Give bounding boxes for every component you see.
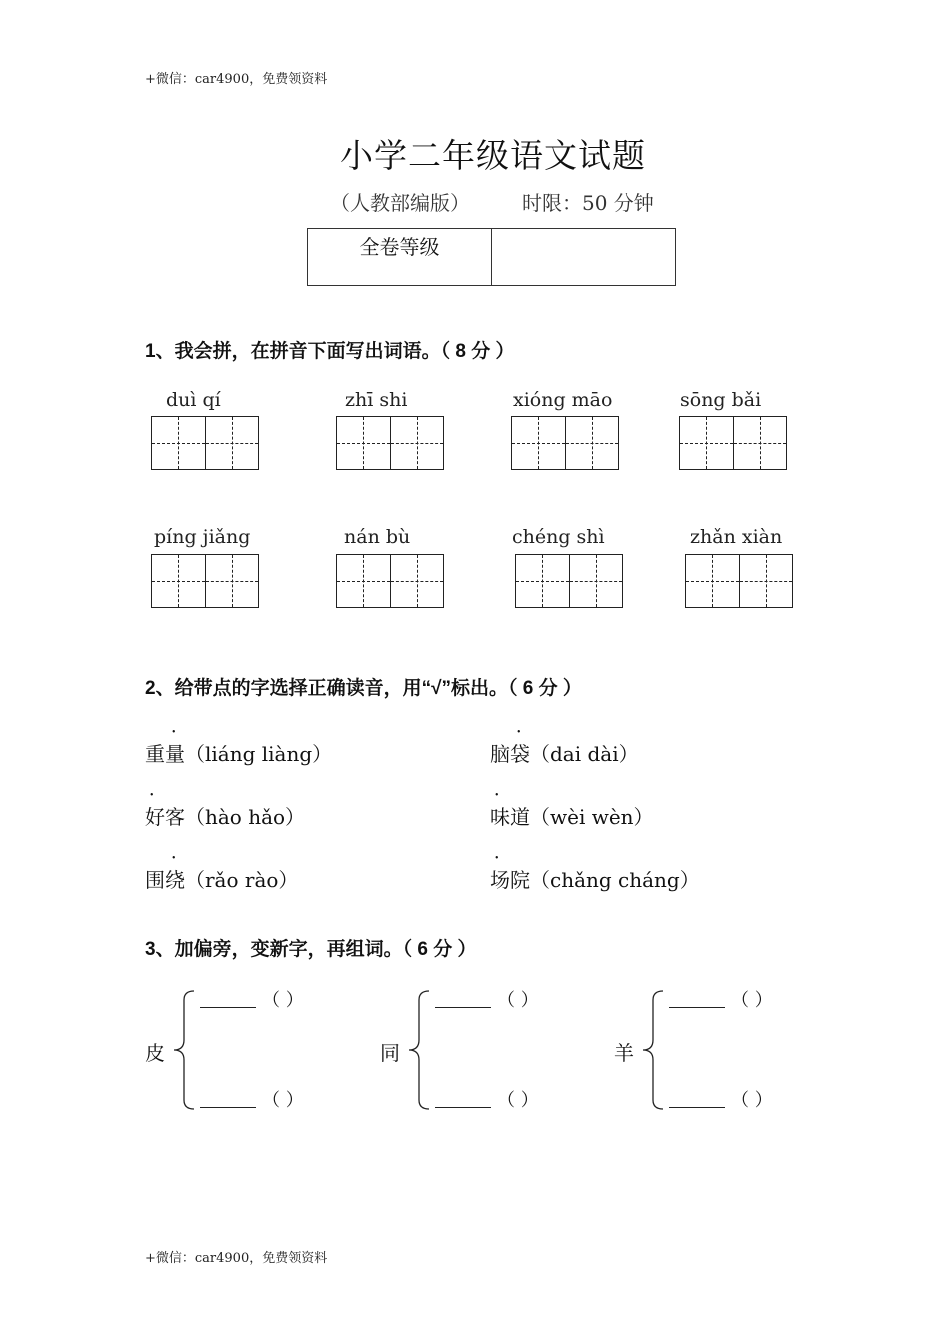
q1-pinyin-1: duì qí	[166, 389, 221, 411]
edition-label: （人教部编版）	[330, 191, 470, 215]
q2-word: 场院	[490, 868, 530, 892]
q3-heading: 3、加偏旁，变新字，再组词。（ 6 分 ）	[145, 939, 477, 960]
q3-char-1: 皮	[145, 1041, 165, 1065]
q3-char-2: 同	[380, 1041, 400, 1065]
q2-word: 重量	[145, 742, 185, 766]
q2-word: 围绕	[145, 868, 185, 892]
q1-writing-grid-6[interactable]	[336, 554, 444, 608]
q2-item-6	[490, 864, 700, 893]
q1-writing-grid-7[interactable]	[515, 554, 623, 608]
q3-paren-1b[interactable]: （ ）	[262, 1090, 304, 1111]
q1-pinyin-3: xióng māo	[513, 389, 613, 411]
curly-brace-icon	[403, 988, 435, 1112]
q1-pinyin-2: zhī shi	[345, 389, 408, 411]
q1-pinyin-5: píng jiǎng	[154, 526, 251, 548]
emphasis-dot-icon: •	[150, 790, 154, 801]
curly-brace-icon	[168, 988, 200, 1112]
q1-writing-grid-2[interactable]	[336, 416, 444, 470]
emphasis-dot-icon: •	[495, 853, 499, 864]
q3-paren-2b[interactable]: （ ）	[497, 1090, 539, 1111]
grade-value-field[interactable]	[492, 229, 675, 285]
q2-options[interactable]: （chǎng cháng）	[530, 868, 700, 892]
q3-char-3: 羊	[614, 1041, 634, 1065]
q2-item-4	[490, 801, 654, 830]
grade-label: 全卷等级	[308, 229, 492, 285]
q1-heading: 1、我会拼，在拼音下面写出词语。（ 8 分 ）	[145, 341, 515, 362]
watermark-top: +微信：car4900，免费领资料	[145, 72, 328, 87]
emphasis-dot-icon: •	[172, 853, 176, 864]
q2-word: 好客	[145, 805, 185, 829]
q3-blank-1a[interactable]	[200, 1007, 256, 1008]
curly-brace-icon	[637, 988, 669, 1112]
q1-writing-grid-5[interactable]	[151, 554, 259, 608]
q1-writing-grid-8[interactable]	[685, 554, 793, 608]
q3-blank-2a[interactable]	[435, 1007, 491, 1008]
q2-item-3	[145, 801, 305, 830]
q2-options[interactable]: （hào hǎo）	[185, 805, 306, 829]
q1-pinyin-8: zhǎn xiàn	[690, 526, 783, 548]
watermark-bottom: +微信：car4900，免费领资料	[145, 1251, 328, 1266]
q2-item-1	[145, 738, 332, 767]
q1-writing-grid-1[interactable]	[151, 416, 259, 470]
q1-pinyin-4: sōng bǎi	[680, 389, 762, 411]
q2-item-5	[145, 864, 298, 893]
q1-writing-grid-4[interactable]	[679, 416, 787, 470]
page-title: 小学二年级语文试题	[340, 136, 646, 175]
q3-blank-3a[interactable]	[669, 1007, 725, 1008]
q2-word: 味道	[490, 805, 530, 829]
q2-options[interactable]: （rǎo rào）	[185, 868, 299, 892]
time-limit: 时限：50 分钟	[522, 191, 654, 215]
q2-options[interactable]: （liáng liàng）	[185, 742, 333, 766]
q3-blank-2b[interactable]	[435, 1107, 491, 1108]
q3-blank-3b[interactable]	[669, 1107, 725, 1108]
q3-paren-3b[interactable]: （ ）	[731, 1090, 773, 1111]
q2-item-2	[490, 738, 639, 767]
q3-paren-1a[interactable]: （ ）	[262, 990, 304, 1011]
q2-heading: 2、给带点的字选择正确读音，用“√”标出。（ 6 分 ）	[145, 678, 582, 699]
q1-writing-grid-3[interactable]	[511, 416, 619, 470]
grade-table	[307, 228, 676, 286]
emphasis-dot-icon: •	[517, 727, 521, 738]
q1-pinyin-7: chéng shì	[512, 526, 605, 548]
q3-paren-3a[interactable]: （ ）	[731, 990, 773, 1011]
q2-word: 脑袋	[490, 742, 530, 766]
q3-paren-2a[interactable]: （ ）	[497, 990, 539, 1011]
emphasis-dot-icon: •	[172, 727, 176, 738]
q1-pinyin-6: nán bù	[344, 526, 411, 548]
q2-options[interactable]: （wèi wèn）	[530, 805, 654, 829]
q3-blank-1b[interactable]	[200, 1107, 256, 1108]
emphasis-dot-icon: •	[495, 790, 499, 801]
q2-options[interactable]: （dai dài）	[530, 742, 639, 766]
